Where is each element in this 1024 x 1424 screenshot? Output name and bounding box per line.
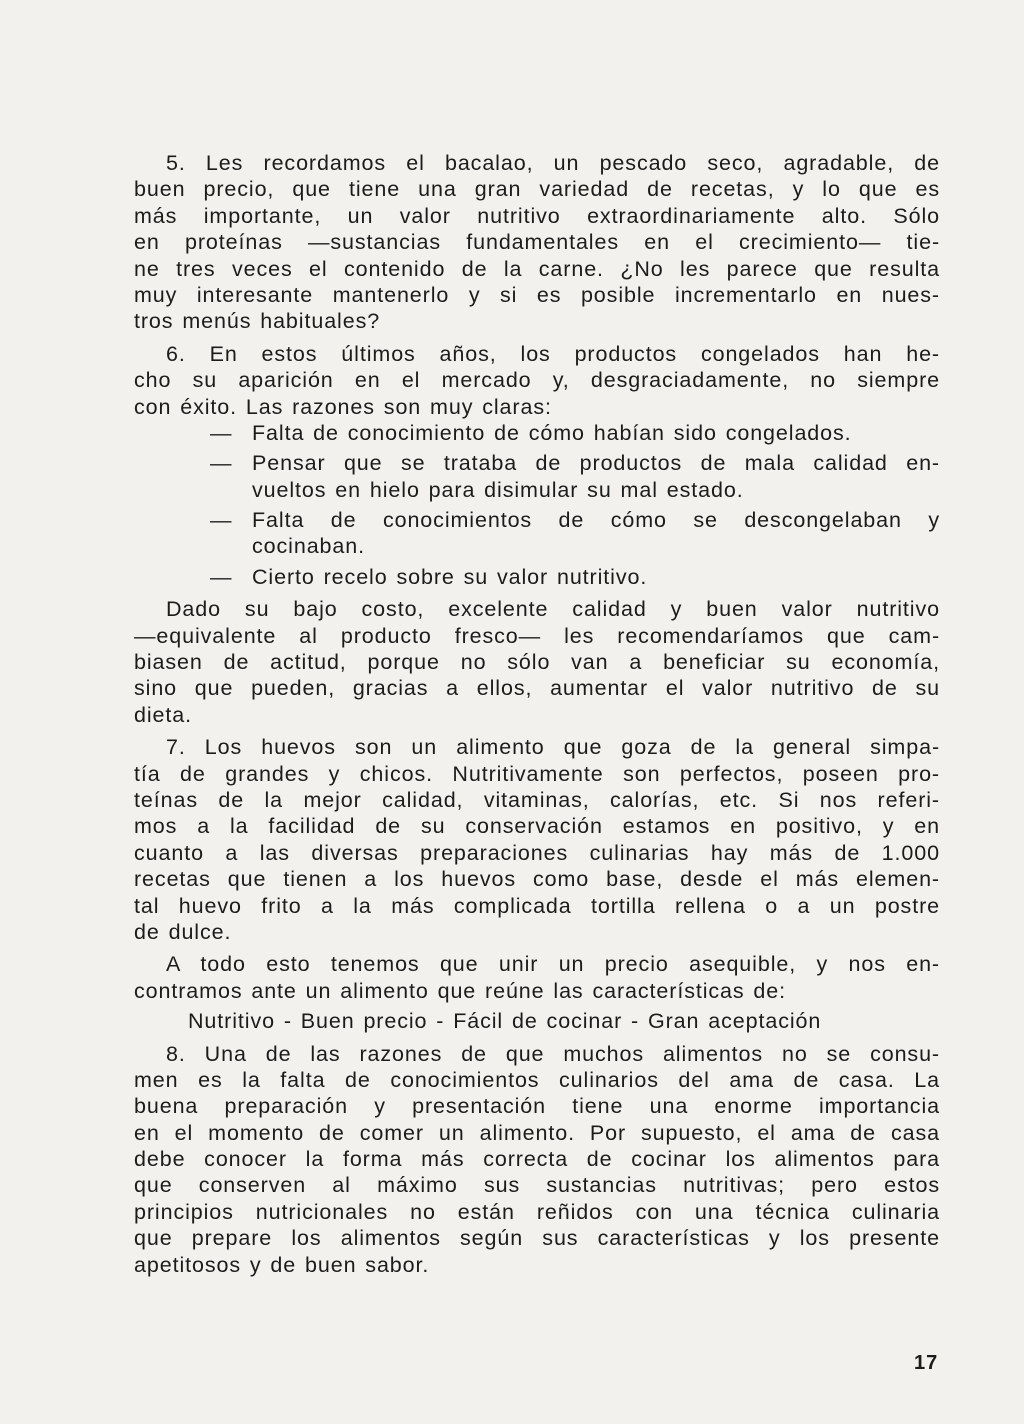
paragraph-line: muy interesante mantenerlo y si es posible incrementarlo en nues- <box>134 282 940 307</box>
paragraph-line: A todo esto tenemos que unir un precio asequible, y nos en- <box>166 952 940 977</box>
paragraph-line: teínas de la mejor calidad, vitaminas, calorías, etc. Si nos referi- <box>134 787 940 812</box>
paragraph-line: en proteínas —sustancias fundamentales en el crecimiento— tie- <box>134 230 940 255</box>
dash-item-continuation: vueltos en hielo para disimular su mal estado. <box>252 477 744 502</box>
paragraph-line: —equivalente al producto fresco— les recomendaríamos que cam- <box>134 623 940 648</box>
paragraph-line: contramos ante un alimento que reúne las características de: <box>134 978 787 1003</box>
paragraph-todo <box>134 951 940 1004</box>
dash-list-item <box>134 564 940 590</box>
dash-marker: — <box>210 508 233 533</box>
paragraph-line: cuanto a las diversas preparaciones culinarias hay más de 1.000 <box>134 840 940 865</box>
paragraph-line: 8. Una de las razones de que muchos alimentos no se consu- <box>166 1041 940 1066</box>
dash-list-item <box>134 450 940 476</box>
paragraph-line: cho su aparición en el mercado y, desgraciadamente, no siempre <box>134 368 940 393</box>
paragraph-7 <box>134 734 940 945</box>
paragraph-line: biasen de actitud, porque no sólo van a beneficiar su economía, <box>134 650 940 675</box>
dash-item-continuation: cocinaban. <box>252 534 365 559</box>
paragraph-line: que conserven al máximo sus sustancias nutritivas; pero estos <box>134 1173 940 1198</box>
page-body <box>134 150 940 1278</box>
page-number: 17 <box>914 1352 939 1374</box>
paragraph-line: tros menús habituales? <box>134 309 381 334</box>
paragraph-line: men es la falta de conocimientos culinarios del ama de casa. La <box>134 1067 940 1092</box>
paragraph-line: debe conocer la forma más correcta de cocinar los alimentos para <box>134 1147 940 1172</box>
paragraph-line: recetas que tienen a los huevos como base, desde el más elemen- <box>134 867 940 892</box>
paragraph-line: buen precio, que tiene una gran variedad de recetas, y lo que es <box>134 177 940 202</box>
dash-list <box>134 420 940 590</box>
dash-item-text: Falta de conocimientos de cómo se descongelaban y <box>252 508 940 533</box>
paragraph-line: de dulce. <box>134 919 232 944</box>
dash-item-text: Cierto recelo sobre su valor nutritivo. <box>252 564 648 589</box>
paragraph-line: en el momento de comer un alimento. Por supuesto, el ama de casa <box>134 1120 940 1145</box>
paragraph-line: 5. Les recordamos el bacalao, un pescado seco, agradable, de <box>166 151 940 175</box>
paragraph-line: con éxito. Las razones son muy claras: <box>134 394 552 419</box>
paragraph-5 <box>134 150 940 335</box>
dash-list-item <box>134 420 940 446</box>
paragraph-line: que prepare los alimentos según sus características y los presente <box>134 1226 940 1251</box>
paragraph-line: tal huevo frito a la más complicada tortilla rellena o a un postre <box>134 893 940 918</box>
paragraph-line: tía de grandes y chicos. Nutritivamente son perfectos, poseen pro- <box>134 761 940 786</box>
paragraph-line: ne tres veces el contenido de la carne. ¿No les parece que resulta <box>134 256 940 281</box>
paragraph-8 <box>134 1041 940 1279</box>
paragraph-6 <box>134 341 940 420</box>
paragraph-line: 6. En estos últimos años, los productos congelados han he- <box>166 341 940 366</box>
paragraph-line: mos a la facilidad de su conservación estamos en positivo, y en <box>134 814 940 839</box>
paragraph-dado <box>134 596 940 728</box>
paragraph-line: más importante, un valor nutritivo extraordinariamente alto. Sólo <box>134 203 940 228</box>
paragraph-line: 7. Los huevos son un alimento que goza de la general simpa- <box>166 735 940 760</box>
dash-item-text: Pensar que se trataba de productos de mala calidad en- <box>252 451 940 476</box>
paragraph-line: Dado su bajo costo, excelente calidad y buen valor nutritivo <box>166 597 940 622</box>
paragraph-line: buena preparación y presentación tiene una enorme importancia <box>134 1094 940 1119</box>
dash-marker: — <box>210 451 233 476</box>
paragraph-line: apetitosos y de buen sabor. <box>134 1252 430 1277</box>
dash-marker: — <box>210 420 233 445</box>
paragraph-line: dieta. <box>134 702 192 727</box>
dash-marker: — <box>210 564 233 589</box>
paragraph-line: sino que pueden, gracias a ellos, aumentar el valor nutritivo de su <box>134 676 940 701</box>
dash-item-text: Falta de conocimiento de cómo habían sido congelados. <box>252 420 852 445</box>
features-line: Nutritivo - Buen precio - Fácil de cocinar - Gran aceptación <box>188 1009 822 1034</box>
dash-list-item <box>134 507 940 533</box>
paragraph-line: principios nutricionales no están reñidos con una técnica culinaria <box>134 1199 940 1224</box>
